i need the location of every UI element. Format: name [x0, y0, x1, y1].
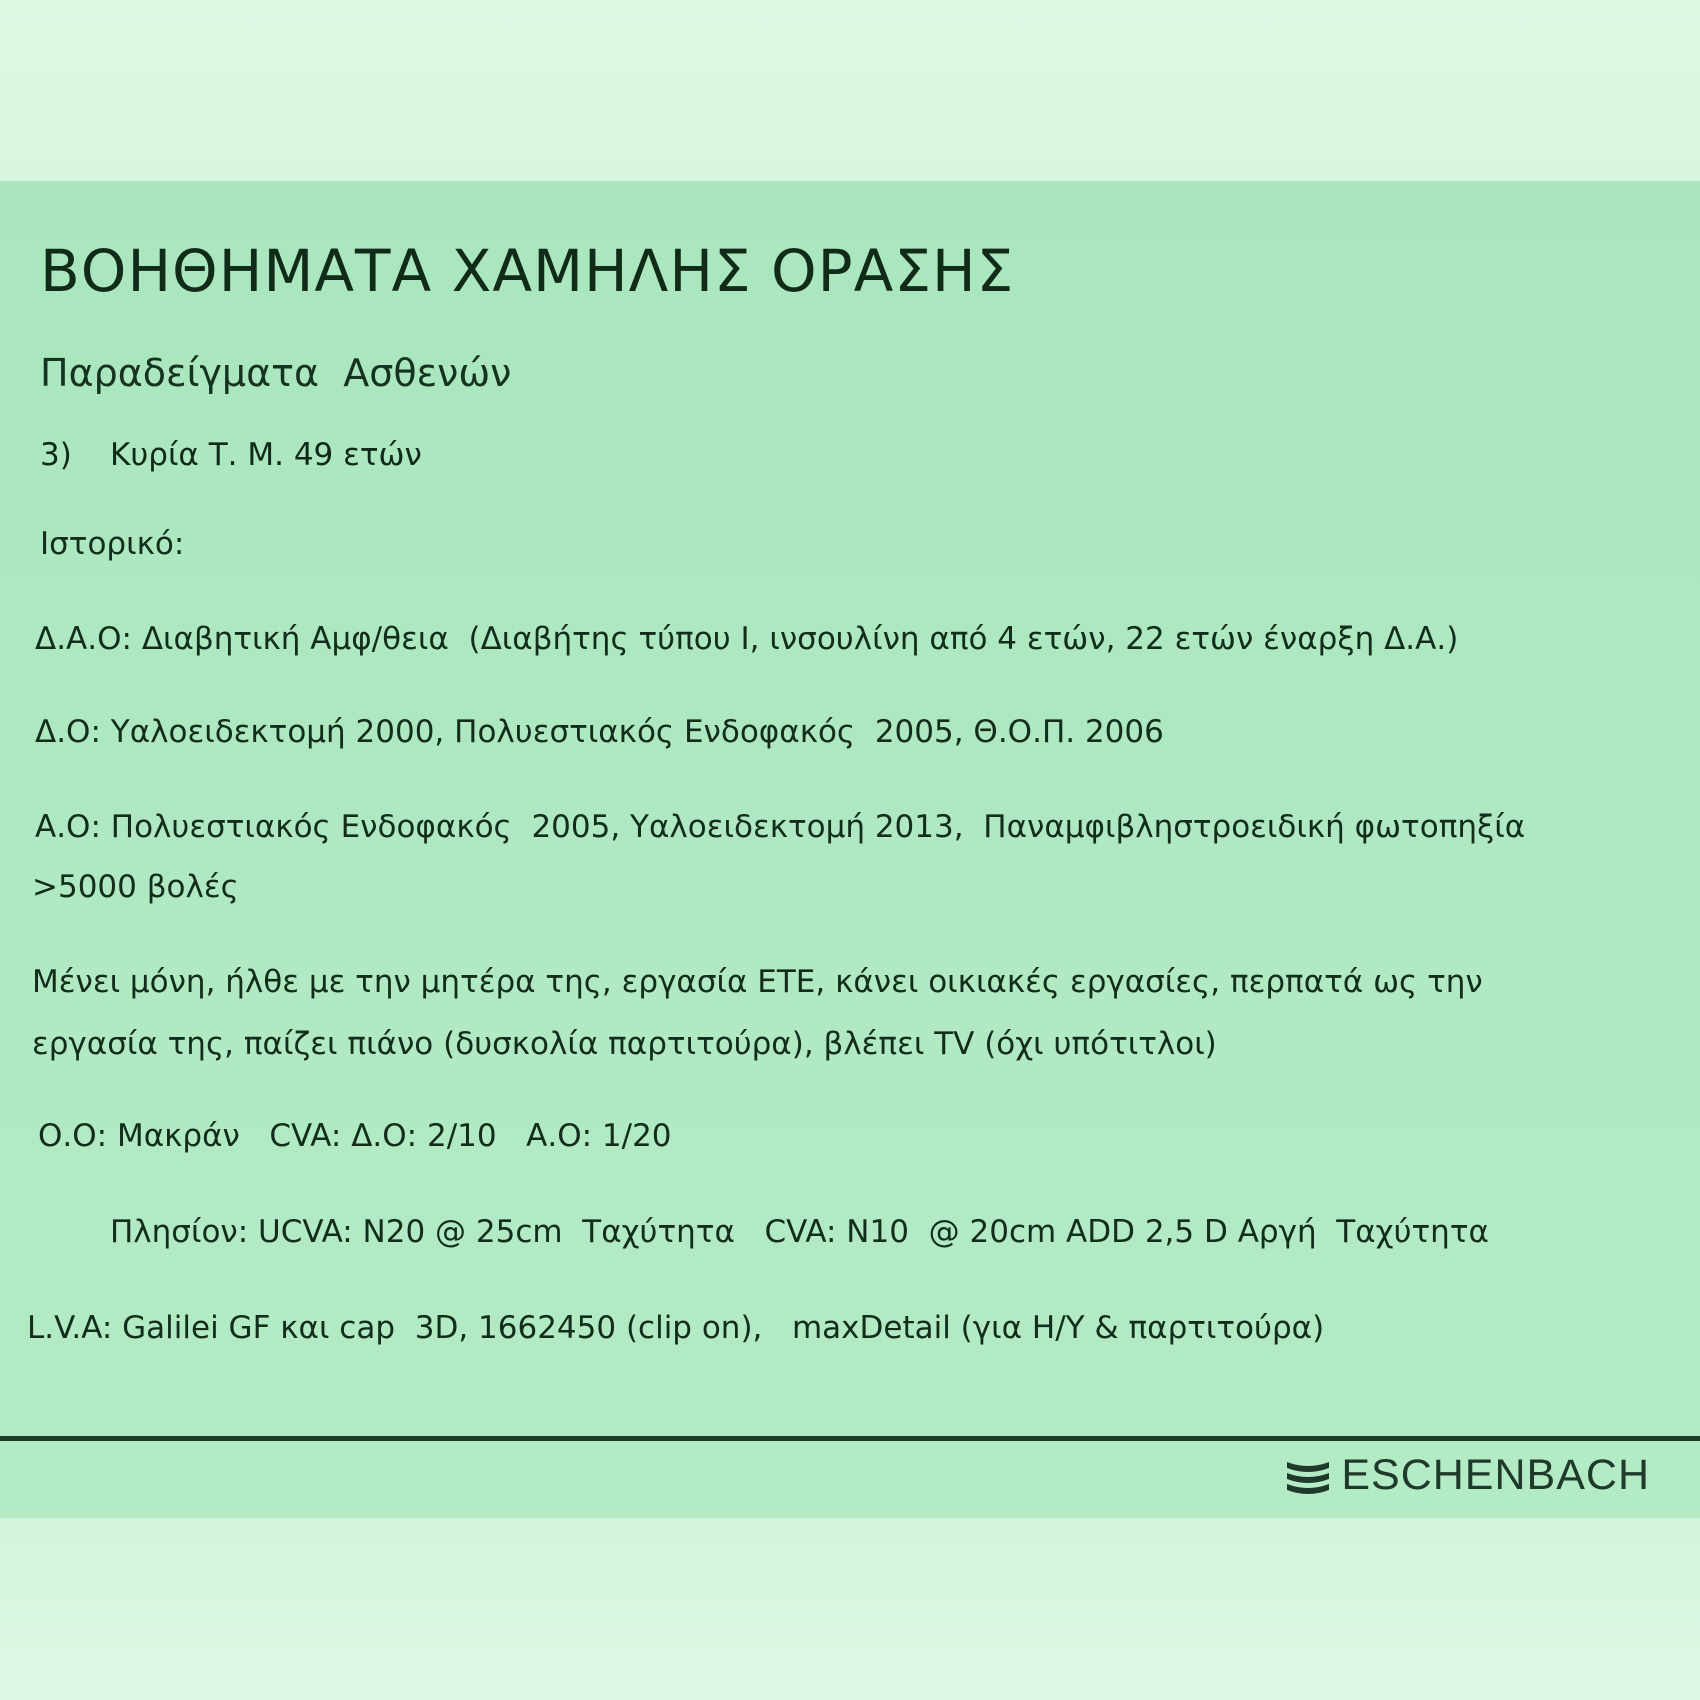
- low-vision-aids: L.V.A: Galilei GF και cap 3D, 1662450 (clip on), maxDetail (για Η/Υ & παρτιτούρα): [27, 1310, 1325, 1346]
- slide-subtitle: Παραδείγματα Ασθενών: [40, 351, 512, 395]
- photo-bottom-margin: [0, 1518, 1700, 1700]
- slide-title: ΒΟΗΘΗΜΑΤΑ ΧΑΜΗΛΗΣ ΟΡΑΣΗΣ: [40, 237, 1015, 305]
- eschenbach-wave-icon: [1285, 1458, 1331, 1494]
- distance-visual-acuity: Ο.Ο: Μακράν CVA: Δ.Ο: 2/10 Α.Ο: 1/20: [38, 1118, 672, 1154]
- eschenbach-logo: [1285, 1451, 1650, 1500]
- history-do: Δ.Ο: Υαλοειδεκτομή 2000, Πολυεστιακός Ενδοφακός 2005, Θ.Ο.Π. 2006: [35, 714, 1164, 750]
- lifestyle-line1: Μένει μόνη, ήλθε με την μητέρα της, εργασία ΕΤΕ, κάνει οικιακές εργασίες, περπατά ως την: [32, 964, 1483, 1000]
- history-heading: Ιστορικό:: [40, 526, 185, 562]
- eschenbach-logo-text: ESCHENBACH: [1341, 1451, 1650, 1499]
- footer-divider: [0, 1436, 1700, 1441]
- history-ao-line1: Α.Ο: Πολυεστιακός Ενδοφακός 2005, Υαλοειδεκτομή 2013, Παναμφιβληστροειδική φωτοπηξία: [35, 809, 1526, 845]
- near-visual-acuity: Πλησίον: UCVA: N20 @ 25cm Ταχύτητα CVA: N10 @ 20cm ADD 2,5 D Αργή Ταχύτητα: [110, 1214, 1489, 1250]
- history-dao: Δ.Α.Ο: Διαβητική Αμφ/θεια (Διαβήτης τύπου Ι, ινσουλίνη από 4 ετών, 22 ετών έναρξη Δ.Α.): [35, 621, 1459, 657]
- presentation-slide: [0, 181, 1700, 1518]
- history-ao-line2: >5000 βολές: [32, 869, 239, 905]
- photo-top-margin: [0, 0, 1700, 181]
- lifestyle-line2: εργασία της, παίζει πιάνο (δυσκολία παρτιτούρα), βλέπει TV (όχι υπότιτλοι): [32, 1026, 1217, 1062]
- case-patient: Κυρία Τ. Μ. 49 ετών: [110, 437, 422, 473]
- case-number: 3): [40, 437, 72, 473]
